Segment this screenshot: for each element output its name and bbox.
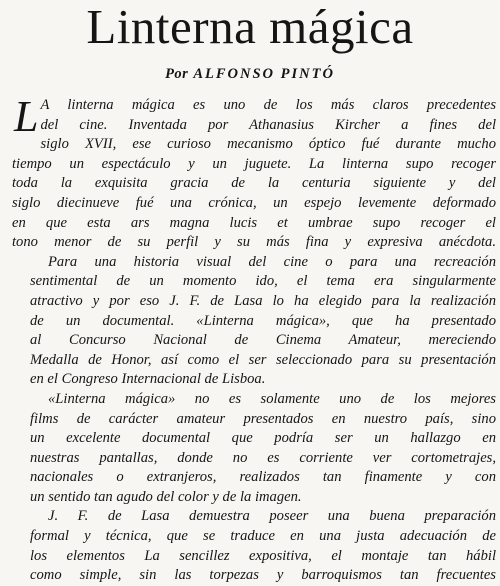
byline-prefix: Por — [165, 66, 189, 82]
text-line: como simple, sin las torpezas y barroquismos tan frecuentes — [30, 567, 496, 584]
text-line: nuestras pantallas, donde no es corriente ver cortometrajes, — [30, 449, 496, 466]
text-line: los elementos La sencillez expositiva, el montaje tan hábil — [30, 547, 496, 564]
text-line: sentimental de un momento ido, el tema era singularmente — [30, 273, 496, 290]
paragraph — [12, 507, 496, 585]
text-line: tono menor de su perfil y su más fina y expresiva anécdota. — [12, 234, 496, 251]
paragraph — [12, 390, 496, 508]
text-line: del cine. Inventada por Athanasius Kircher a fines del — [40, 116, 496, 133]
text-line: en el Congreso Internacional de Lisboa. — [30, 371, 266, 388]
byline-author: ALFONSO PINTÓ — [193, 66, 335, 82]
text-line: siglo diecinueve fué una crónica, un espejo levemente deformado — [12, 194, 496, 211]
text-line: «Linterna mágica» no es solamente uno de los mejores — [48, 390, 496, 407]
text-line: siglo XVII, ese curioso mecanismo óptico fué durante mucho — [40, 136, 496, 153]
text-line: de un documental. «Linterna mágica», que ha presentado — [30, 312, 496, 329]
text-line: Para una historia visual del cine o para una recreación — [48, 253, 496, 270]
article-byline — [0, 66, 500, 83]
text-line: Medalla de Honor, así como el ser seleccionado para su presentación — [30, 351, 496, 368]
text-line: nacionales o extranjeros, realizados tan finamente y con — [30, 469, 496, 486]
text-line: films de carácter amateur presentados en nuestro país, sino — [30, 410, 496, 427]
text-line: un sentido tan agudo del color y de la imagen. — [30, 488, 302, 505]
paragraph — [12, 253, 496, 390]
text-line: tiempo un espectáculo y un juguete. La linterna supo recoger — [12, 155, 496, 172]
paragraph — [12, 92, 496, 253]
article-body — [12, 92, 496, 586]
text-line: formal y técnica, que se traduce en una justa adecuación de — [30, 528, 496, 545]
text-line: al Concurso Nacional de Cinema Amateur, mereciendo — [30, 332, 496, 349]
text-line: J. F. de Lasa demuestra poseer una buena preparación — [48, 508, 496, 525]
text-line: un excelente documental que podría ser un hallazgo en — [30, 430, 496, 447]
text-line: toda la exquisita gracia de la centuria siguiente y del — [12, 175, 496, 192]
text-line: atractivo y por eso J. F. de Lasa lo ha elegido para la realización — [30, 292, 496, 309]
text-line: A linterna mágica es uno de los más claros precedentes — [40, 97, 496, 113]
text-line: en que esta ars magna lucis et umbrae supo recoger el — [12, 214, 496, 231]
article-title: Linterna mágica — [86, 0, 414, 54]
drop-cap: L — [14, 92, 39, 141]
